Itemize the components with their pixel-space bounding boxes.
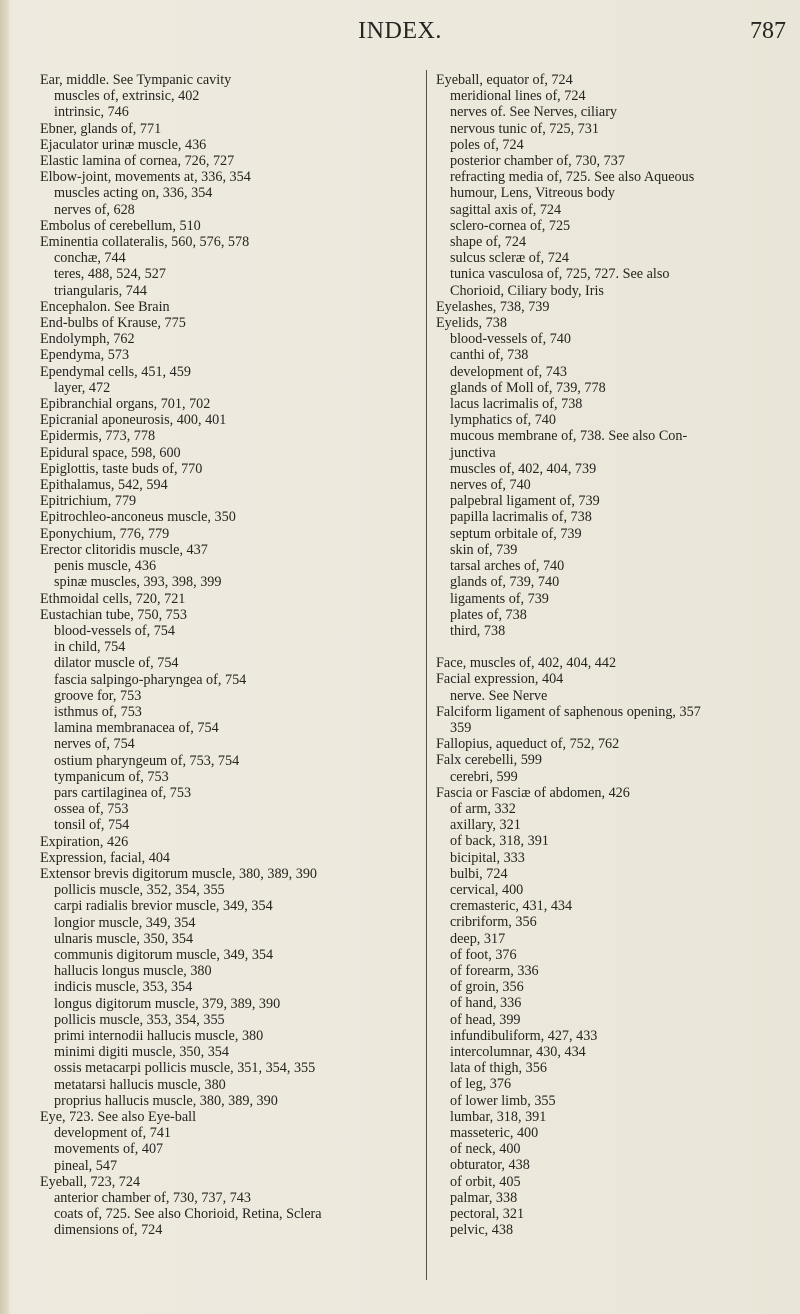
index-continuation: humour, Lens, Vitreous body bbox=[450, 185, 616, 202]
index-subentry: refracting media of, 725. See also Aqueous bbox=[450, 169, 695, 186]
index-subentry: infundibuliform, 427, 433 bbox=[450, 1027, 598, 1044]
index-entry: Embolus of cerebellum, 510 bbox=[40, 217, 201, 234]
index-subentry: sagittal axis of, 724 bbox=[450, 201, 562, 218]
index-continuation: Chorioid, Ciliary body, Iris bbox=[450, 282, 604, 299]
index-continuation: junctiva bbox=[450, 444, 496, 461]
index-entry: Extensor brevis digitorum muscle, 380, 389, 390 bbox=[40, 865, 318, 882]
index-subentry: carpi radialis brevior muscle, 349, 354 bbox=[54, 898, 273, 915]
index-subentry: intercolumnar, 430, 434 bbox=[450, 1043, 586, 1060]
index-subentry: pollicis muscle, 353, 354, 355 bbox=[54, 1011, 225, 1028]
page-header bbox=[0, 18, 800, 48]
index-entry: Falx cerebelli, 599 bbox=[436, 752, 542, 769]
index-column-left bbox=[40, 72, 420, 1239]
index-subentry: masseteric, 400 bbox=[450, 1125, 539, 1141]
index-subentry: blood-vessels of, 740 bbox=[450, 331, 571, 348]
index-subentry: ulnaris muscle, 350, 354 bbox=[54, 930, 194, 947]
index-subentry: groove for, 753 bbox=[54, 687, 142, 704]
index-subentry: nerves of, 740 bbox=[450, 477, 531, 494]
index-entry: Eyelashes, 738, 739 bbox=[436, 298, 550, 315]
index-entry: Ear, middle. See Tympanic cavity bbox=[40, 72, 232, 88]
index-subentry: muscles of, 402, 404, 739 bbox=[450, 460, 597, 477]
index-entry: Epidermis, 773, 778 bbox=[40, 428, 156, 445]
index-subentry: sclero-cornea of, 725 bbox=[450, 217, 571, 234]
index-entry: Epicranial aponeurosis, 400, 401 bbox=[40, 412, 227, 429]
index-subentry: of neck, 400 bbox=[450, 1141, 521, 1158]
index-subentry: bulbi, 724 bbox=[450, 865, 508, 882]
index-subentry: of arm, 332 bbox=[450, 800, 516, 817]
index-subentry: glands of Moll of, 739, 778 bbox=[450, 379, 606, 396]
index-subentry: communis digitorum muscle, 349, 354 bbox=[54, 946, 274, 963]
index-entry: End-bulbs of Krause, 775 bbox=[40, 315, 186, 332]
index-subentry: cervical, 400 bbox=[450, 881, 524, 898]
index-subentry: septum orbitale of, 739 bbox=[450, 525, 582, 542]
index-subentry: third, 738 bbox=[450, 622, 506, 639]
index-subentry: lymphatics of, 740 bbox=[450, 412, 556, 429]
index-subentry: deep, 317 bbox=[450, 930, 506, 947]
index-subentry: pars cartilaginea of, 753 bbox=[54, 784, 192, 801]
index-entry: Elastic lamina of cornea, 726, 727 bbox=[40, 153, 235, 170]
index-entry: Epibranchial organs, 701, 702 bbox=[40, 396, 211, 413]
index-entry: Ependymal cells, 451, 459 bbox=[40, 363, 191, 380]
index-subentry: ligaments of, 739 bbox=[450, 590, 549, 607]
index-entry: Face, muscles of, 402, 404, 442 bbox=[436, 655, 617, 672]
index-subentry: palpebral ligament of, 739 bbox=[450, 493, 600, 510]
index-subentry: intrinsic, 746 bbox=[54, 104, 129, 121]
index-subentry: tonsil of, 754 bbox=[54, 817, 130, 834]
index-entry: Expression, facial, 404 bbox=[40, 849, 171, 866]
index-subentry: tympanicum of, 753 bbox=[54, 768, 169, 785]
index-subentry: cremasteric, 431, 434 bbox=[450, 898, 573, 915]
index-subentry: longior muscle, 349, 354 bbox=[54, 914, 196, 931]
index-subentry: nerve. See Nerve bbox=[450, 687, 548, 704]
index-subentry: ossea of, 753 bbox=[54, 801, 129, 818]
index-subentry: poles of, 724 bbox=[450, 136, 524, 153]
index-subentry: nervous tunic of, 725, 731 bbox=[450, 120, 599, 137]
index-subentry: mucous membrane of, 738. See also Con- bbox=[450, 428, 688, 445]
index-subentry: anterior chamber of, 730, 737, 743 bbox=[54, 1190, 251, 1207]
binding-gutter bbox=[0, 0, 9, 1314]
index-subentry: lamina membranacea of, 754 bbox=[54, 720, 219, 737]
index-subentry: spinæ muscles, 393, 398, 399 bbox=[54, 574, 222, 591]
index-subentry: dimensions of, 724 bbox=[54, 1222, 163, 1239]
index-subentry: glands of, 739, 740 bbox=[450, 574, 560, 591]
index-subentry: lata of thigh, 356 bbox=[450, 1060, 547, 1077]
index-entry: Eyeball, 723, 724 bbox=[40, 1173, 141, 1190]
index-entry: Ejaculator urinæ muscle, 436 bbox=[40, 136, 207, 153]
column-divider bbox=[426, 70, 427, 1280]
index-subentry: meridional lines of, 724 bbox=[450, 88, 586, 105]
index-entry: Facial expression, 404 bbox=[436, 671, 564, 688]
index-subentry: tunica vasculosa of, 725, 727. See also bbox=[450, 266, 670, 283]
index-entry: Erector clitoridis muscle, 437 bbox=[40, 541, 208, 558]
index-subentry: of back, 318, 391 bbox=[450, 833, 549, 850]
index-subentry: sulcus scleræ of, 724 bbox=[450, 250, 570, 267]
index-subentry: blood-vessels of, 754 bbox=[54, 622, 175, 639]
index-subentry: obturator, 438 bbox=[450, 1157, 530, 1174]
index-entry: Eminentia collateralis, 560, 576, 578 bbox=[40, 234, 250, 251]
index-subentry: development of, 743 bbox=[450, 363, 568, 380]
index-subentry: coats of, 725. See also Chorioid, Retina, Sclera bbox=[54, 1206, 322, 1223]
index-subentry: indicis muscle, 353, 354 bbox=[54, 979, 193, 996]
index-entry: Eustachian tube, 750, 753 bbox=[40, 606, 187, 623]
index-subentry: cerebri, 599 bbox=[450, 768, 518, 785]
index-subentry: cribriform, 356 bbox=[450, 914, 537, 931]
index-subentry: canthi of, 738 bbox=[450, 347, 529, 364]
index-subentry: teres, 488, 524, 527 bbox=[54, 266, 166, 283]
index-subentry: pectoral, 321 bbox=[450, 1206, 525, 1223]
index-subentry: lumbar, 318, 391 bbox=[450, 1108, 547, 1125]
index-subentry: of forearm, 336 bbox=[450, 962, 539, 979]
index-subentry: primi internodii hallucis muscle, 380 bbox=[54, 1027, 264, 1044]
index-entry: Ependyma, 573 bbox=[40, 347, 130, 364]
index-subentry: proprius hallucis muscle, 380, 389, 390 bbox=[54, 1092, 278, 1109]
index-subentry: posterior chamber of, 730, 737 bbox=[450, 153, 625, 170]
index-subentry: tarsal arches of, 740 bbox=[450, 558, 565, 575]
index-continuation: 359 bbox=[450, 719, 472, 736]
index-subentry: of lower limb, 355 bbox=[450, 1092, 556, 1109]
index-entry: Eyelids, 738 bbox=[436, 315, 507, 332]
page-title: INDEX. bbox=[358, 18, 442, 44]
index-subentry: nerves of. See Nerves, ciliary bbox=[450, 104, 618, 121]
index-entry: Ebner, glands of, 771 bbox=[40, 120, 162, 137]
index-subentry: of foot, 376 bbox=[450, 946, 517, 963]
index-entry: Epithalamus, 542, 594 bbox=[40, 477, 168, 494]
index-subentry: isthmus of, 753 bbox=[54, 703, 142, 720]
index-subentry: pollicis muscle, 352, 354, 355 bbox=[54, 882, 225, 899]
index-subentry: of leg, 376 bbox=[450, 1076, 512, 1093]
index-subentry: in child, 754 bbox=[54, 639, 126, 656]
index-entry: Epiglottis, taste buds of, 770 bbox=[40, 460, 203, 477]
index-entry: Eyeball, equator of, 724 bbox=[436, 72, 573, 88]
index-entry: Epitrichium, 779 bbox=[40, 493, 137, 510]
page-number: 787 bbox=[750, 18, 786, 44]
index-subentry: nerves of, 754 bbox=[54, 736, 135, 753]
index-subentry: fascia salpingo-pharyngea of, 754 bbox=[54, 671, 247, 688]
index-subentry: muscles of, extrinsic, 402 bbox=[54, 88, 200, 105]
index-subentry: lacus lacrimalis of, 738 bbox=[450, 396, 583, 413]
index-entry: Falciform ligament of saphenous opening, 357 bbox=[436, 703, 701, 720]
index-entry: Epidural space, 598, 600 bbox=[40, 444, 181, 461]
index-subentry: papilla lacrimalis of, 738 bbox=[450, 509, 592, 526]
index-subentry: of head, 399 bbox=[450, 1011, 521, 1028]
index-subentry: shape of, 724 bbox=[450, 234, 527, 251]
index-entry: Ethmoidal cells, 720, 721 bbox=[40, 590, 186, 607]
index-entry: Fascia or Fasciæ of abdomen, 426 bbox=[436, 784, 630, 801]
index-subentry: plates of, 738 bbox=[450, 606, 527, 623]
index-subentry: of hand, 336 bbox=[450, 995, 522, 1012]
index-entry: Eponychium, 776, 779 bbox=[40, 525, 170, 542]
index-subentry: longus digitorum muscle, 379, 389, 390 bbox=[54, 995, 281, 1012]
index-subentry: ostium pharyngeum of, 753, 754 bbox=[54, 752, 240, 769]
index-subentry: palmar, 338 bbox=[450, 1189, 518, 1206]
index-subentry: minimi digiti muscle, 350, 354 bbox=[54, 1044, 229, 1061]
index-subentry: of groin, 356 bbox=[450, 979, 524, 996]
index-subentry: muscles acting on, 336, 354 bbox=[54, 185, 213, 202]
index-subentry: pelvic, 438 bbox=[450, 1222, 514, 1239]
index-subentry: bicipital, 333 bbox=[450, 849, 525, 866]
index-subentry: movements of, 407 bbox=[54, 1141, 164, 1158]
index-subentry: conchæ, 744 bbox=[54, 250, 126, 267]
index-subentry: metatarsi hallucis muscle, 380 bbox=[54, 1076, 226, 1093]
index-entry: Eye, 723. See also Eye-ball bbox=[40, 1109, 197, 1125]
index-column-right bbox=[436, 72, 781, 1238]
index-entry: Epitrochleo-anconeus muscle, 350 bbox=[40, 509, 236, 526]
index-subentry: of orbit, 405 bbox=[450, 1173, 521, 1190]
index-entry: Endolymph, 762 bbox=[40, 331, 135, 348]
index-subentry: penis muscle, 436 bbox=[54, 558, 157, 575]
index-subentry: hallucis longus muscle, 380 bbox=[54, 963, 212, 980]
index-subentry: skin of, 739 bbox=[450, 541, 518, 558]
index-entry: Expiration, 426 bbox=[40, 833, 129, 850]
index-entry: Encephalon. See Brain bbox=[40, 298, 170, 315]
index-subentry: pineal, 547 bbox=[54, 1157, 118, 1174]
section-gap bbox=[436, 639, 781, 655]
index-subentry: nerves of, 628 bbox=[54, 201, 135, 218]
index-entry: Elbow-joint, movements at, 336, 354 bbox=[40, 169, 251, 186]
index-entry: Fallopius, aqueduct of, 752, 762 bbox=[436, 736, 620, 753]
index-subentry: ossis metacarpi pollicis muscle, 351, 354, 355 bbox=[54, 1060, 316, 1077]
index-subentry: axillary, 321 bbox=[450, 817, 521, 834]
index-subentry: triangularis, 744 bbox=[54, 282, 147, 299]
index-subentry: development of, 741 bbox=[54, 1125, 172, 1142]
index-subentry: dilator muscle of, 754 bbox=[54, 655, 179, 672]
index-subentry: layer, 472 bbox=[54, 379, 111, 396]
